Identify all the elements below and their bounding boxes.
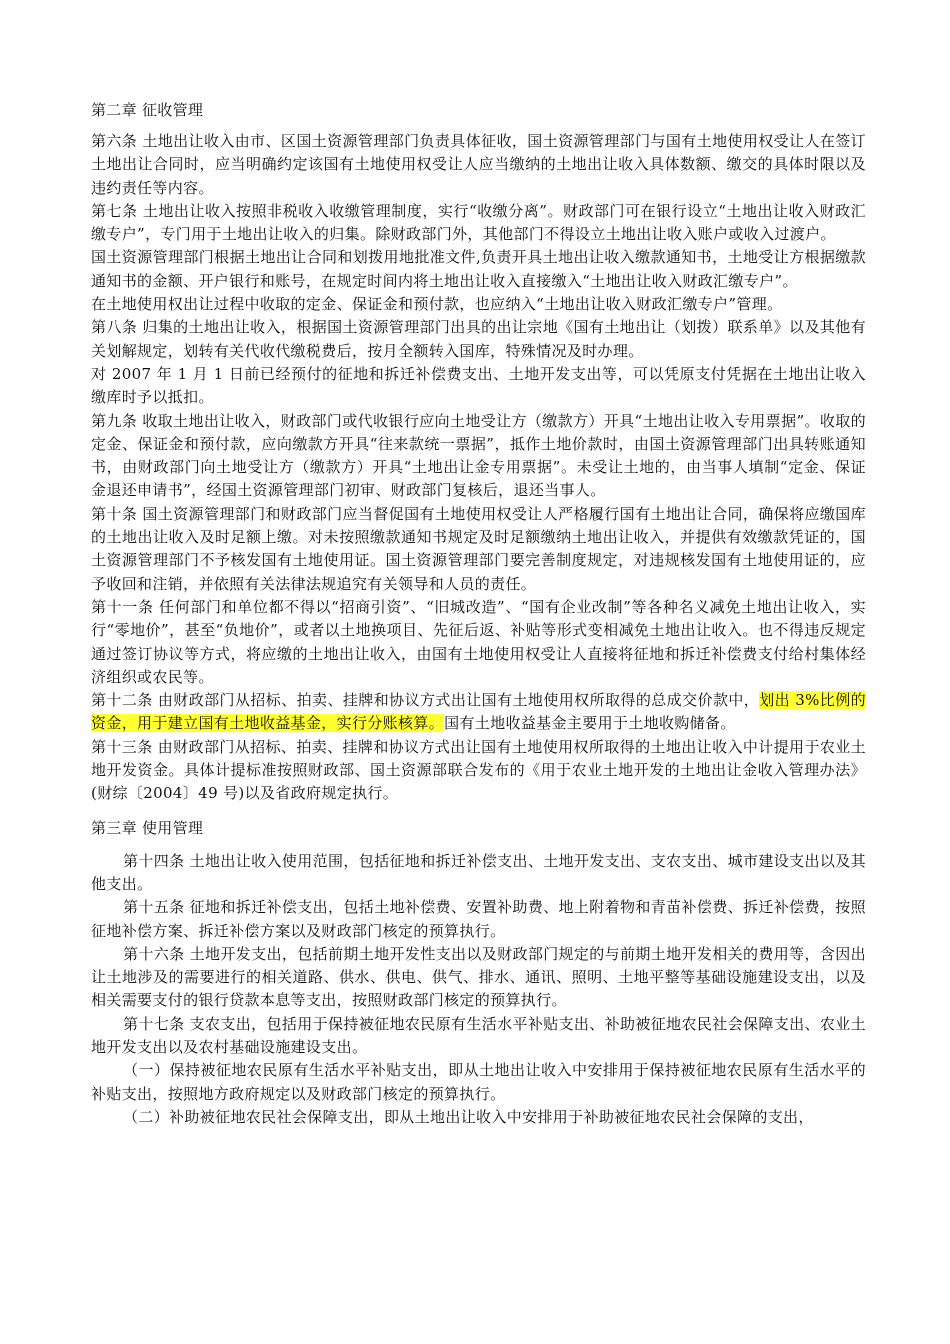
article-17-item-1: （一）保持被征地农民原有生活水平补贴支出，即从土地出让收入中安排用于保持被征地农民原有生活水平的补贴支出，按照地方政府规定以及财政部门核定的预算执行。 [91,1061,866,1103]
article-6: 第六条 土地出让收入由市、区国土资源管理部门负责具体征收，国土资源管理部门与国有土地使用权受让人在签订土地出让合同时，应当明确约定该国有土地使用权受让人应当缴纳的土地出让收入具体数额、缴交的具体时限以及违约责任等内容。 [91,132,866,197]
article-7-deposit: 在土地使用权出让过程中收取的定金、保证金和预付款，也应纳入“土地出让收入财政汇缴专户”管理。 [91,295,783,314]
article-11: 第十一条 任何部门和单位都不得以“招商引资”、“旧城改造”、“国有企业改制”等各种名义减免土地出让收入，实行“零地价”，甚至“负地价”，或者以土地换项目、先征后返、补贴等形式变相减免土地出让收入。也不得违反规定通过签订协议等方式，将应缴的土地出让收入，由国有土地使用权受让人直接将征地和拆迁补偿费支付给村集体经济组织或农民等。 [91,597,866,686]
article-17-item-2: （二）补助被征地农民社会保障支出，即从土地出让收入中安排用于补助被征地农民社会保障的支出， [123,1107,814,1126]
chapter-2-title: 第二章 征收管理 [91,101,204,119]
article-13: 第十三条 由财政部门从招标、拍卖、挂牌和协议方式出让国有土地使用权所取得的土地出让收入中计提用于农业土地开发资金。具体计提标准按照财政部、国土资源部联合发布的《用于农业土地开发的土地出让金收入管理办法》(财综〔2004〕49 号)以及省政府规定执行。 [91,737,866,803]
article-7-notice: 国土资源管理部门根据土地出让合同和划拨用地批准文件,负责开具土地出让收入缴款通知书，土地受让方根据缴款通知书的金额、开户银行和账号，在规定时间内将土地出让收入直接缴入“土地出让收入财政汇缴专户”。 [91,248,866,290]
article-8: 第八条 归集的土地出让收入，根据国土资源管理部门出具的出让宗地《国有土地出让（划拨）联系单》以及其他有关划解规定，划转有关代收代缴税费后，按月全额转入国库，特殊情况及时办理。 [91,318,866,360]
article-10: 第十条 国土资源管理部门和财政部门应当督促国有土地使用权受让人严格履行国有土地出让合同，确保将应缴国库的土地出让收入及时足额上缴。对未按照缴款通知书规定及时足额缴纳土地出让收入，并提供有效缴款凭证的，国土资源管理部门不予核发国有土地使用证。国土资源管理部门要完善制度规定，对违规核发国有土地使用证的，应予收回和注销，并依照有关法律法规追究有关领导和人员的责任。 [91,504,866,593]
article-7: 第七条 土地出让收入按照非税收入收缴管理制度，实行“收缴分离”。财政部门可在银行设立“土地出让收入财政汇缴专户”，专门用于土地出让收入的归集。除财政部门外，其他部门不得设立土地出让收入账户或收入过渡户。 [91,201,866,244]
article-9: 第九条 收取土地出让收入，财政部门或代收银行应向土地受让方（缴款方）开具“土地出让收入专用票据”。收取的定金、保证金和预付款，应向缴款方开具“往来款统一票据”，抵作土地价款时，由国土资源管理部门出具转账通知书，由财政部门向土地受让方（缴款方）开具“土地出让金专用票据”。未受让土地的，由当事人填制“定金、保证金退还申请书”，经国土资源管理部门初审、财政部门复核后，退还当事人。 [91,411,866,500]
article-12 [91,689,866,736]
document-page [91,98,866,1129]
article-12-tail: 国有土地收益基金主要用于土地收购储备。 [444,714,736,733]
article-15: 第十五条 征地和拆迁补偿支出，包括土地补偿费、安置补助费、地上附着物和青苗补偿费、拆迁补偿费，按照征地补偿方案、拆迁补偿方案以及财政部门核定的预算执行。 [91,898,866,940]
article-14: 第十四条 土地出让收入使用范围，包括征地和拆迁补偿支出、土地开发支出、支农支出、城市建设支出以及其他支出。 [91,851,866,893]
article-8-offset: 对 2007 年 1 月 1 日前已经预付的征地和拆迁补偿费支出、土地开发支出等，可以凭原支付凭据在土地出让收入缴库时予以抵扣。 [91,364,866,407]
highlighted-text: 划出 3%比例的资金，用于建立国有土地收益基金，实行分账核算。 [91,691,866,733]
article-12-text: 第十二条 由财政部门从招标、拍卖、挂牌和协议方式出让国有土地使用权所取得的总成交价款中， [91,691,760,710]
article-17: 第十七条 支农支出，包括用于保持被征地农民原有生活水平补贴支出、补助被征地农民社会保障支出、农业土地开发支出以及农村基础设施建设支出。 [91,1014,866,1056]
chapter-3-title: 第三章 使用管理 [91,818,204,837]
article-16: 第十六条 土地开发支出，包括前期土地开发性支出以及财政部门规定的与前期土地开发相关的费用等，含因出让土地涉及的需要进行的相关道路、供水、供电、供气、排水、通讯、照明、土地平整等基础设施建设支出，以及相关需要支付的银行贷款本息等支出，按照财政部门核定的预算执行。 [91,944,866,1010]
